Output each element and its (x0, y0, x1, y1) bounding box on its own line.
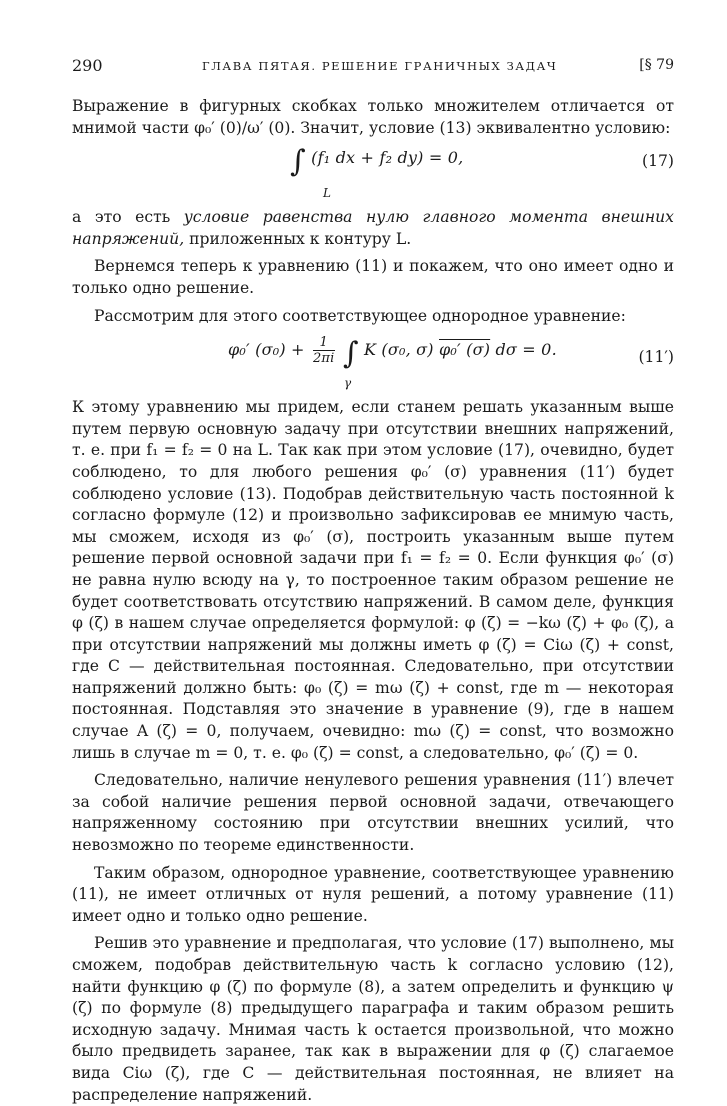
integral-sign: ∫ (342, 336, 359, 372)
fraction-denominator: 2πi (312, 351, 335, 367)
paragraph: Вернемся теперь к уравнению (11) и покажем, что оно имеет одно и только одно решение. (72, 257, 674, 297)
paragraph: Решив это уравнение и предполагая, что условие (17) выполнено, мы сможем, подобрав действительную часть k согласно условию (12), найти функцию φ (ζ) по формуле (8), а затем определить и функцию ψ (ζ) по формуле (8) предыдущего параграфа и таким образом решить исходную задачу. Мнимая часть k остается произвольной, что можно было предвидеть заранее, так как в выражении для φ (ζ) слагаемое вида Ciω (ζ), где C — действительная постоянная, не влияет на распределение напряжений. (72, 934, 674, 1104)
equation-11-prime-formula (228, 335, 557, 372)
conjugate-term: φ₀′ (σ) (439, 340, 491, 360)
integration-contour-label: L (323, 186, 331, 201)
paragraph: Выражение в фигурных скобках только множителем отличается от мнимой части φ₀′ (0)/ω′ (0). Значит, условие (13) эквивалентно условию: (72, 97, 674, 137)
fraction-numerator: 1 (313, 335, 335, 351)
integration-contour-label: γ (344, 376, 352, 391)
paragraph: Таким образом, однородное уравнение, соответствующее уравнению (11), не имеет отличных от нуля решений, а потому уравнение (11) имеет одно и только одно решение. (72, 863, 674, 925)
section-reference: [§ 79 (639, 57, 674, 73)
formula-part: φ₀′ (σ₀) + (228, 340, 310, 360)
formula-part: K (σ₀, σ) (363, 340, 439, 360)
equation-number: (17) (641, 152, 674, 171)
fraction (313, 335, 335, 366)
page-number: 290 (72, 56, 103, 75)
running-title: ГЛАВА ПЯТАЯ. РЕШЕНИЕ ГРАНИЧНЫХ ЗАДАЧ (202, 59, 558, 73)
formula-part: dσ = 0. (490, 340, 557, 360)
paragraph: К этому уравнению мы придем, если станем решать указанным выше путем первую основную задачу при отсутствии внешних напряжений, т. е. при f₁ = f₂ = 0 на L. Так как при этом условие (17), очевидно, будет соблюдено, то для любого решения φ₀′ (σ) уравнения (11′) будет соблюдено условие (13). Подобрав действительную часть постоянной k согласно формуле (12) и произвольно зафиксировав ее мнимую часть, мы сможем, исходя из φ₀′ (σ), построить указанным выше путем решение первой основной задачи при f₁ = f₂ = 0. Если функция φ₀′ (σ) не равна нулю всюду на γ, то построенное таким образом решение не будет соответствовать отсутствию напряжений. В самом деле, функция φ (ζ) в нашем случае определяется формулой: φ (ζ) = −kω (ζ) + φ₀ (ζ), а при отсутствии напряжений мы должны иметь φ (ζ) = Ciω (ζ) + const, где C — действительная постоянная. Следовательно, при отсутствии напряжений должно быть: φ₀ (ζ) = mω (ζ) + const, где m — некоторая постоянная. Подставляя это значение в уравнение (9), где в нашем случае A (ζ) = 0, получаем, очевидно: mω (ζ) = const, что возможно лишь в случае m = 0, т. е. φ₀ (ζ) = const, а следовательно, φ₀′ (ζ) = 0. (72, 398, 674, 762)
paragraph: Следовательно, наличие ненулевого решения уравнения (11′) влечет за собой наличие решения первой основной задачи, отвечающего напряженному состоянию при отсутствии внешних усилий, что невозможно по теореме единственности. (72, 771, 674, 855)
text-run: а это есть (72, 208, 184, 227)
equation-number: (11′) (638, 348, 674, 367)
page-body (72, 96, 674, 1106)
page-header (72, 56, 674, 80)
paragraph (72, 207, 674, 250)
italic-emphasis: условие равенства нулю главного момента внешних напряжений, (72, 208, 674, 248)
integral-sign: ∫ (290, 144, 306, 180)
equation-17 (72, 139, 674, 207)
equation-11-prime (72, 327, 674, 397)
equation-17-body: (f₁ dx + f₂ dy) = 0, (311, 148, 464, 168)
paragraph: Рассмотрим для этого соответствующее однородное уравнение: (94, 306, 626, 325)
equation-17-formula (290, 144, 464, 180)
text-run: приложенных к контуру L. (184, 229, 412, 248)
